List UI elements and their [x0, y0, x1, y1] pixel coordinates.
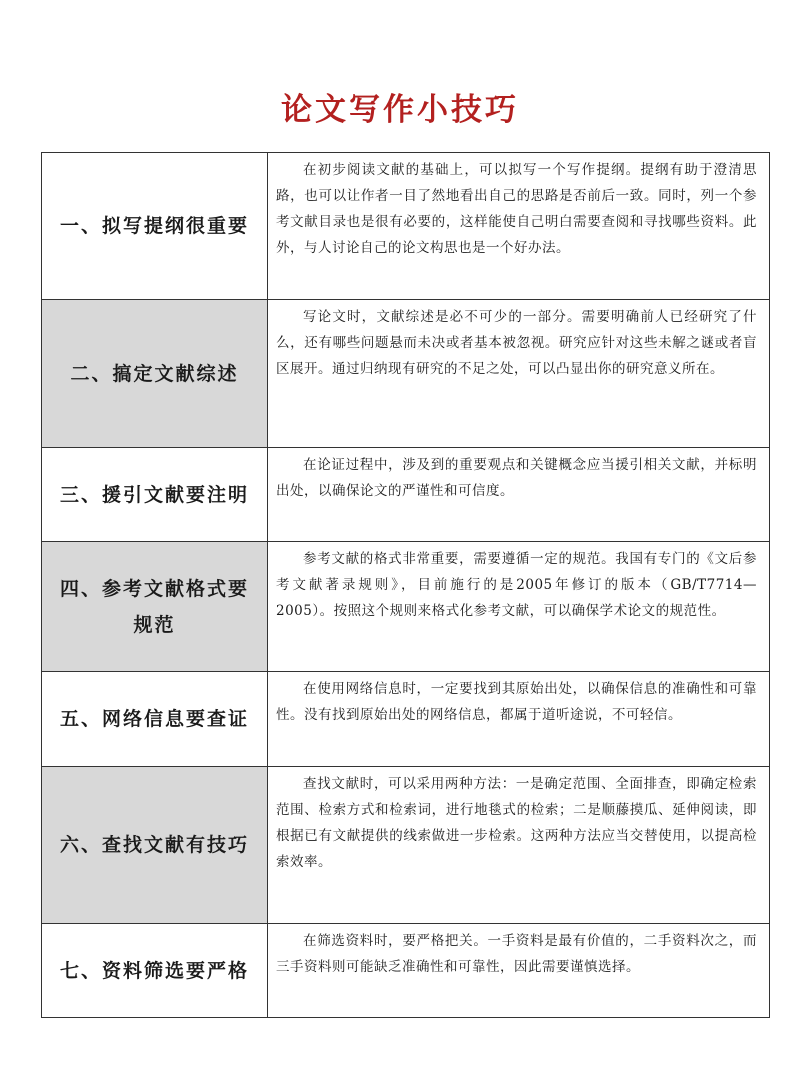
tips-table: [41, 152, 770, 1018]
tip-row-4: [42, 542, 770, 672]
tip-body-5: [268, 672, 770, 767]
tip-body-text-6: 查找文献时，可以采用两种方法：一是确定范围、全面排查，即确定检索范围、检索方式和检索词，进行地毯式的检索；二是顺藤摸瓜、延伸阅读，即根据已有文献提供的线索做进一步检索。这两种方法应当交替使用，以提高检索效率。: [276, 776, 757, 870]
tip-heading-5: 五、网络信息要查证: [42, 672, 268, 767]
tip-row-5: [42, 672, 770, 767]
tip-heading-7: 七、资料筛选要严格: [42, 924, 268, 1018]
document-title: 论文写作小技巧: [281, 92, 519, 128]
tip-heading-1: 一、拟写提纲很重要: [42, 153, 268, 300]
tip-body-2: [268, 300, 770, 448]
tip-body-6: [268, 767, 770, 924]
tip-body-text-3: 在论证过程中，涉及到的重要观点和关键概念应当援引相关文献，并标明出处，以确保论文的严谨性和可信度。: [276, 457, 757, 499]
tip-body-text-7: 在筛选资料时，要严格把关。一手资料是最有价值的，二手资料次之，而三手资料则可能缺乏准确性和可靠性，因此需要谨慎选择。: [276, 933, 757, 975]
tip-row-1: [42, 153, 770, 300]
tip-heading-4: 四、参考文献格式要规范: [42, 542, 268, 672]
tip-row-2: [42, 300, 770, 448]
tip-body-4: [268, 542, 770, 672]
tip-heading-2: 二、搞定文献综述: [42, 300, 268, 448]
tip-heading-3: 三、援引文献要注明: [42, 448, 268, 542]
tip-row-3: [42, 448, 770, 542]
tip-body-text-5: 在使用网络信息时，一定要找到其原始出处，以确保信息的准确性和可靠性。没有找到原始出处的网络信息，都属于道听途说，不可轻信。: [276, 681, 757, 723]
tip-body-text-1: 在初步阅读文献的基础上，可以拟写一个写作提纲。提纲有助于澄清思路，也可以让作者一目了然地看出自己的思路是否前后一致。同时，列一个参考文献目录也是很有必要的，这样能使自己明白需要查阅和寻找哪些资料。此外，与人讨论自己的论文构思也是一个好办法。: [276, 162, 757, 256]
tip-heading-6: 六、查找文献有技巧: [42, 767, 268, 924]
tip-body-3: [268, 448, 770, 542]
tip-row-6: [42, 767, 770, 924]
tip-body-1: [268, 153, 770, 300]
tip-body-text-2: 写论文时，文献综述是必不可少的一部分。需要明确前人已经研究了什么，还有哪些问题悬而未决或者基本被忽视。研究应针对这些未解之谜或者盲区展开。通过归纳现有研究的不足之处，可以凸显出你的研究意义所在。: [276, 309, 757, 377]
tip-body-7: [268, 924, 770, 1018]
tip-row-7: [42, 924, 770, 1018]
tip-body-text-4: 参考文献的格式非常重要，需要遵循一定的规范。我国有专门的《文后参考文献著录规则》，目前施行的是2005年修订的版本（GB/T7714—2005）。按照这个规则来格式化参考文献，可以确保学术论文的规范性。: [276, 551, 757, 619]
